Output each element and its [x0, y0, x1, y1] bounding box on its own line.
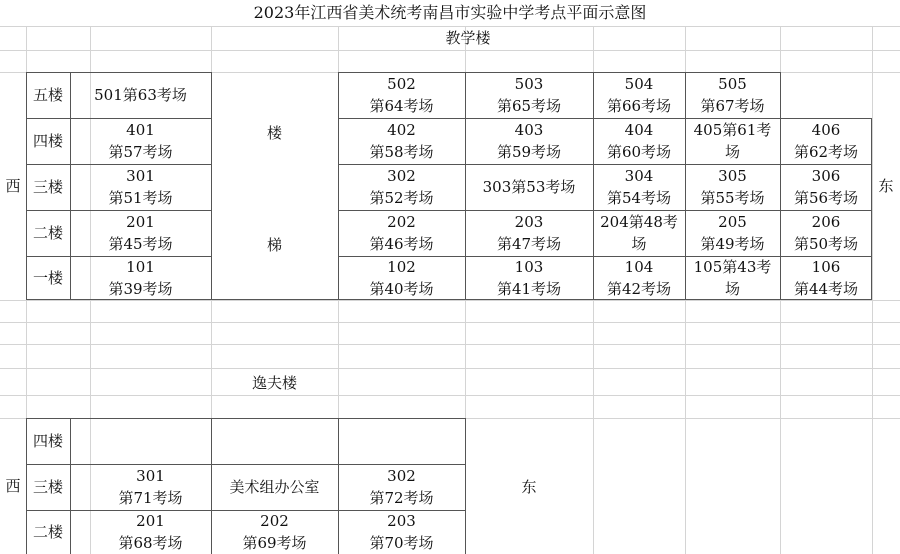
exam-room-cell: 504 第66考场 [606, 75, 672, 115]
exam-room-cell: 405第61考 场 [693, 121, 772, 161]
floor-label: 三楼 [32, 478, 63, 496]
exam-room-cell: 401 第57考场 [108, 121, 173, 161]
exam-room-cell: 104 第42考场 [606, 258, 672, 298]
building1-west-label: 西 [5, 177, 21, 195]
exam-room-cell: 402 第58考场 [369, 121, 434, 161]
floor-label: 四楼 [32, 432, 63, 450]
exam-room-cell: 502 第64考场 [369, 75, 434, 115]
exam-room-cell [211, 418, 338, 464]
exam-room-cell: 503 第65考场 [496, 75, 562, 115]
exam-room-cell: 203 第70考场 [369, 512, 434, 552]
exam-room-cell: 204第48考 场 [600, 213, 678, 253]
exam-room-cell: 403 第59考场 [496, 121, 562, 161]
exam-room-cell: 302 第72考场 [369, 467, 434, 507]
exam-room-cell: 105第43考 场 [693, 258, 772, 298]
exam-room-cell: 202 第69考场 [242, 512, 307, 552]
exam-room-cell: 505 第67考场 [700, 75, 765, 115]
exam-room-cell: 205 第49考场 [700, 213, 765, 253]
exam-room-cell: 101 第39考场 [108, 258, 173, 298]
exam-room-cell: 305 第55考场 [700, 167, 765, 207]
exam-room-cell: 501第63考场 [94, 86, 187, 104]
stairs-label-top: 楼 [266, 124, 282, 142]
exam-room-cell: 203 第47考场 [496, 213, 562, 253]
exam-room-cell: 106 第44考场 [793, 258, 859, 298]
floor-label: 二楼 [32, 224, 63, 242]
exam-room-cell: 201 第68考场 [118, 512, 183, 552]
exam-room-cell: 302 第52考场 [369, 167, 434, 207]
exam-room-cell: 103 第41考场 [496, 258, 562, 298]
floor-label: 五楼 [32, 86, 63, 104]
stairs-label-bottom: 梯 [266, 236, 282, 254]
exam-room-cell: 102 第40考场 [369, 258, 434, 298]
exam-room-cell: 404 第60考场 [606, 121, 672, 161]
exam-room-cell: 美术组办公室 [229, 478, 320, 496]
page-title: 2023年江西省美术统考南昌市实验中学考点平面示意图 [253, 3, 647, 22]
exam-room-cell [780, 72, 872, 118]
floor-label: 三楼 [32, 178, 63, 196]
exam-room-cell: 406 第62考场 [793, 121, 859, 161]
exam-room-cell [90, 418, 211, 464]
floor-label: 二楼 [32, 523, 63, 541]
building1-east-label: 东 [878, 177, 894, 195]
exam-room-cell [338, 418, 465, 464]
exam-room-cell: 301 第51考场 [108, 167, 173, 207]
floor-label: 四楼 [32, 132, 63, 150]
exam-room-cell: 303第53考场 [482, 178, 576, 196]
exam-room-cell: 301 第71考场 [118, 467, 183, 507]
exam-room-cell: 202 第46考场 [369, 213, 434, 253]
building2-west-label: 西 [5, 477, 21, 495]
exam-room-cell: 201 第45考场 [108, 213, 173, 253]
exam-room-cell: 206 第50考场 [793, 213, 859, 253]
building2-east-label: 东 [521, 478, 537, 496]
exam-room-cell: 304 第54考场 [606, 167, 672, 207]
floor-label: 一楼 [32, 269, 63, 287]
exam-room-cell: 306 第56考场 [793, 167, 859, 207]
building1-name: 教学楼 [445, 29, 491, 47]
building2-name: 逸夫楼 [251, 374, 297, 392]
